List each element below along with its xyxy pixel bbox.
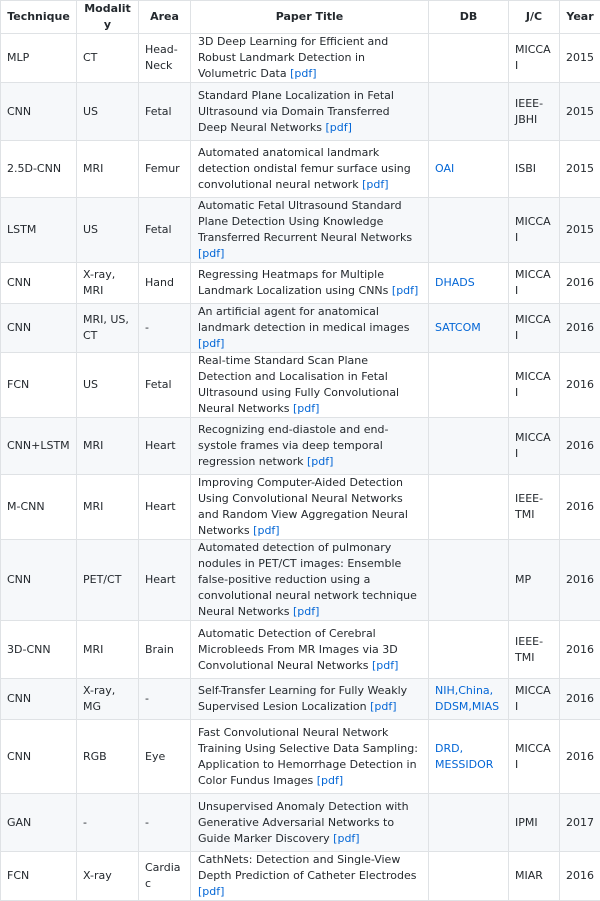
pdf-link[interactable]: [pdf]: [293, 402, 319, 415]
db-link[interactable]: NIH,China, DDSM,MIAS: [435, 684, 499, 713]
paper-title-text: Real-time Standard Scan Plane Detection and Localisation in Fetal Ultrasound using Fully Convolutional Neural Networks: [198, 354, 399, 415]
cell-modality: MRI: [77, 621, 139, 679]
cell-area: -: [139, 679, 191, 720]
paper-title-text: CathNets: Detection and Single-View Depth Prediction of Catheter Electrodes: [198, 853, 416, 882]
table-row: [1, 34, 600, 83]
paper-title-text: Automated anatomical landmark detection ondistal femur surface using convolutional neural network: [198, 146, 411, 191]
cell-modality: MRI: [77, 141, 139, 198]
cell-technique: CNN: [1, 263, 77, 304]
cell-technique: CNN: [1, 304, 77, 353]
cell-area: Hand: [139, 263, 191, 304]
cell-technique: M-CNN: [1, 475, 77, 540]
pdf-link[interactable]: [pdf]: [293, 605, 319, 618]
cell-technique: CNN+LSTM: [1, 418, 77, 475]
cell-technique: FCN: [1, 852, 77, 901]
cell-jc: MICCAI: [509, 198, 560, 263]
paper-title-text: Self-Transfer Learning for Fully Weakly Supervised Lesion Localization: [198, 684, 407, 713]
paper-title-text: Automatic Fetal Ultrasound Standard Plane Detection Using Knowledge Transferred Recurrent Neural Networks: [198, 199, 412, 244]
table-row: [1, 679, 600, 720]
table-row: [1, 418, 600, 475]
cell-technique: FCN: [1, 353, 77, 418]
cell-year: 2016: [560, 720, 600, 794]
cell-year: 2016: [560, 852, 600, 901]
cell-year: 2015: [560, 141, 600, 198]
cell-area: Fetal: [139, 353, 191, 418]
pdf-link[interactable]: [pdf]: [307, 455, 333, 468]
cell-jc: MICCAI: [509, 353, 560, 418]
cell-technique: LSTM: [1, 198, 77, 263]
cell-year: 2016: [560, 540, 600, 621]
pdf-link[interactable]: [pdf]: [198, 885, 224, 898]
cell-year: 2016: [560, 418, 600, 475]
cell-db: [429, 852, 509, 901]
cell-modality: US: [77, 83, 139, 141]
cell-technique: 3D-CNN: [1, 621, 77, 679]
header-area: Area: [139, 1, 191, 34]
cell-area: Cardiac: [139, 852, 191, 901]
paper-title-text: Recognizing end-diastole and end-systole frames via deep temporal regression network: [198, 423, 388, 468]
paper-title-text: Automated detection of pulmonary nodules in PET/CT images: Ensemble false-positive reduction using a convolutional neural network technique Neural Networks: [198, 541, 417, 618]
cell-year: 2016: [560, 304, 600, 353]
cell-db: [429, 540, 509, 621]
pdf-link[interactable]: [pdf]: [372, 659, 398, 672]
cell-paper-title: [191, 141, 429, 198]
db-link[interactable]: SATCOM: [435, 321, 481, 334]
cell-jc: IEEE-TMI: [509, 475, 560, 540]
cell-paper-title: [191, 540, 429, 621]
cell-paper-title: [191, 794, 429, 852]
cell-paper-title: [191, 621, 429, 679]
cell-area: Fetal: [139, 198, 191, 263]
cell-area: -: [139, 304, 191, 353]
cell-modality: X-ray: [77, 852, 139, 901]
pdf-link[interactable]: [pdf]: [333, 832, 359, 845]
cell-db: [429, 353, 509, 418]
cell-modality: PET/CT: [77, 540, 139, 621]
cell-paper-title: [191, 83, 429, 141]
cell-paper-title: [191, 304, 429, 353]
cell-db: [429, 83, 509, 141]
cell-paper-title: [191, 720, 429, 794]
cell-year: 2015: [560, 34, 600, 83]
cell-jc: MICCAI: [509, 679, 560, 720]
header-modality: Modality: [77, 1, 139, 34]
cell-db: [429, 621, 509, 679]
header-year: Year: [560, 1, 600, 34]
cell-db: [429, 418, 509, 475]
cell-technique: CNN: [1, 83, 77, 141]
cell-paper-title: [191, 353, 429, 418]
header-jc: J/C: [509, 1, 560, 34]
cell-area: Fetal: [139, 83, 191, 141]
cell-paper-title: [191, 679, 429, 720]
paper-title-text: Regressing Heatmaps for Multiple Landmark Localization using CNNs: [198, 268, 388, 297]
cell-technique: MLP: [1, 34, 77, 83]
db-link[interactable]: DHADS: [435, 276, 475, 289]
pdf-link[interactable]: [pdf]: [198, 337, 224, 350]
cell-db: [429, 34, 509, 83]
pdf-link[interactable]: [pdf]: [198, 247, 224, 260]
cell-db: [429, 475, 509, 540]
cell-jc: MICCAI: [509, 720, 560, 794]
table-row: [1, 263, 600, 304]
cell-jc: MICCAI: [509, 418, 560, 475]
pdf-link[interactable]: [pdf]: [290, 67, 316, 80]
cell-db: [429, 720, 509, 794]
cell-paper-title: [191, 418, 429, 475]
cell-area: Head-Neck: [139, 34, 191, 83]
cell-modality: MRI: [77, 418, 139, 475]
cell-modality: CT: [77, 34, 139, 83]
cell-year: 2015: [560, 83, 600, 141]
table-row: [1, 304, 600, 353]
paper-title-text: Improving Computer-Aided Detection Using Convolutional Neural Networks and Random View Aggregation Neural Networks: [198, 476, 408, 537]
cell-year: 2016: [560, 263, 600, 304]
cell-year: 2016: [560, 621, 600, 679]
cell-modality: -: [77, 794, 139, 852]
pdf-link[interactable]: [pdf]: [325, 121, 351, 134]
table-row: [1, 475, 600, 540]
cell-year: 2015: [560, 198, 600, 263]
paper-title-text: 3D Deep Learning for Efficient and Robust Landmark Detection in Volumetric Data: [198, 35, 388, 80]
paper-title-text: Standard Plane Localization in Fetal Ultrasound via Domain Transferred Deep Neural Networks: [198, 89, 394, 134]
cell-year: 2016: [560, 679, 600, 720]
table-row: [1, 720, 600, 794]
cell-year: 2016: [560, 475, 600, 540]
cell-technique: CNN: [1, 679, 77, 720]
header-technique: Technique: [1, 1, 77, 34]
cell-technique: CNN: [1, 540, 77, 621]
cell-technique: 2.5D-CNN: [1, 141, 77, 198]
cell-modality: X-ray, MG: [77, 679, 139, 720]
cell-db: [429, 263, 509, 304]
cell-jc: MICCAI: [509, 304, 560, 353]
cell-modality: RGB: [77, 720, 139, 794]
db-link[interactable]: OAI: [435, 162, 454, 175]
cell-technique: GAN: [1, 794, 77, 852]
cell-paper-title: [191, 475, 429, 540]
cell-jc: IPMI: [509, 794, 560, 852]
db-link[interactable]: DRD, MESSIDOR: [435, 742, 493, 771]
cell-year: 2017: [560, 794, 600, 852]
paper-title-text: An artificial agent for anatomical landmark detection in medical images: [198, 305, 409, 334]
pdf-link[interactable]: [pdf]: [392, 284, 418, 297]
cell-paper-title: [191, 198, 429, 263]
table-row: [1, 353, 600, 418]
table-row: [1, 141, 600, 198]
table-row: [1, 621, 600, 679]
cell-jc: IEEE-JBHI: [509, 83, 560, 141]
pdf-link[interactable]: [pdf]: [362, 178, 388, 191]
cell-jc: IEEE-TMI: [509, 621, 560, 679]
pdf-link[interactable]: [pdf]: [253, 524, 279, 537]
table-row: [1, 198, 600, 263]
cell-jc: MICCAI: [509, 34, 560, 83]
cell-jc: MICCAI: [509, 263, 560, 304]
cell-jc: MP: [509, 540, 560, 621]
paper-title-text: Automatic Detection of Cerebral Microbleeds From MR Images via 3D Convolutional Neural Networks: [198, 627, 398, 672]
cell-modality: X-ray, MRI: [77, 263, 139, 304]
cell-year: 2016: [560, 353, 600, 418]
table-body: [1, 34, 600, 901]
cell-db: [429, 679, 509, 720]
cell-paper-title: [191, 34, 429, 83]
cell-modality: US: [77, 198, 139, 263]
table-row: [1, 852, 600, 901]
cell-jc: ISBI: [509, 141, 560, 198]
paper-title-text: Fast Convolutional Neural Network Training Using Selective Data Sampling: Application to Hemorrhage Detection in Color Fundus Images: [198, 726, 418, 787]
cell-area: Heart: [139, 540, 191, 621]
cell-modality: MRI, US, CT: [77, 304, 139, 353]
cell-area: Heart: [139, 475, 191, 540]
cell-area: Heart: [139, 418, 191, 475]
table-row: [1, 794, 600, 852]
header-row: [1, 1, 600, 34]
cell-paper-title: [191, 852, 429, 901]
cell-area: -: [139, 794, 191, 852]
cell-technique: CNN: [1, 720, 77, 794]
cell-jc: MIAR: [509, 852, 560, 901]
cell-area: Femur: [139, 141, 191, 198]
table-row: [1, 540, 600, 621]
pdf-link[interactable]: [pdf]: [370, 700, 396, 713]
cell-modality: MRI: [77, 475, 139, 540]
cell-db: [429, 141, 509, 198]
cell-modality: US: [77, 353, 139, 418]
cell-db: [429, 198, 509, 263]
cell-paper-title: [191, 263, 429, 304]
pdf-link[interactable]: [pdf]: [317, 774, 343, 787]
header-db: DB: [429, 1, 509, 34]
cell-db: [429, 794, 509, 852]
cell-area: Brain: [139, 621, 191, 679]
cell-area: Eye: [139, 720, 191, 794]
header-paper-title: Paper Title: [191, 1, 429, 34]
table-row: [1, 83, 600, 141]
paper-title-text: Unsupervised Anomaly Detection with Generative Adversarial Networks to Guide Marker Discovery: [198, 800, 409, 845]
cell-db: [429, 304, 509, 353]
